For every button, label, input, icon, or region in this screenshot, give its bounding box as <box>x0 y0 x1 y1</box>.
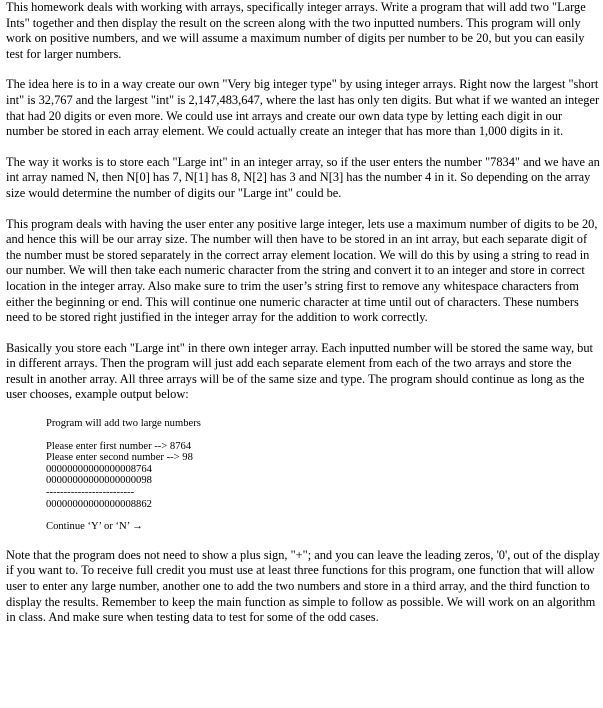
paragraph-gap <box>6 140 600 155</box>
paragraph-gap <box>6 202 600 217</box>
sample-result: 00000000000000008862 <box>46 498 152 510</box>
paragraph-gap <box>6 326 600 341</box>
sample-divider: ------------------------- <box>46 487 135 499</box>
intro-paragraph: This homework deals with working with arrays, specifically integer arrays. Write a program that will add two "Large Ints" together and then display the result on the screen along with the two inputted numbers. This program will only work on positive numbers, and we will assume a maximum number of digits per number to be 20, but you can easily test for larger numbers. <box>6 0 586 61</box>
sample-number-first: 00000000000000008764 <box>46 463 152 475</box>
sample-header: Program will add two large numbers <box>46 418 201 430</box>
paragraph-gap <box>6 403 600 418</box>
closing-paragraph: Note that the program does not need to show a plus sign, "+"; and you can leave the leading zeros, '0', out of the display if you want to. To receive full credit you must use at least three functions for this program, one function that will allow user to enter any large number, another one to add the two numbers and store in a third array, and the third function to display the results. Remember to keep the main function as simple to follow as possible. We will work on an algorithm in class. And make sure when testing data to test for some of the odd cases. <box>6 547 600 625</box>
sample-prompt-first: Please enter first number --> 8764 <box>46 440 192 452</box>
paragraph-gap <box>6 533 600 548</box>
idea-paragraph: The idea here is to in a way create our own "Very big integer type" by using integer arrays. Right now the largest "short int" is 32,767 and the largest "int" is 2,147,483,647, where the last has only ten digits. But what if we wanted an integer that had 20 digits or even more. We could use int arrays and create our own data type by letting each digit in our number be stored in each array element. We could actually create an integer that has more than 1,000 digits in it. <box>6 77 600 139</box>
sample-number-second: 00000000000000000098 <box>46 475 152 487</box>
storage-paragraph: The way it works is to store each "Large int" in an integer array, so if the user enters the number "7834" and we have an int array named N, then N[0] has 7, N[1] has 8, N[2] has 3 and N[3] has the number 4 in it. So depending on the array size would determine the number of digits our "Large int" could be. <box>6 154 600 200</box>
sample-prompt-second: Please enter second number --> 98 <box>46 452 193 464</box>
paragraph-gap <box>6 62 600 77</box>
sample-output <box>46 418 600 533</box>
sample-blank-line <box>46 510 600 521</box>
input-paragraph: This program deals with having the user enter any positive large integer, lets use a maximum number of digits to be 20, and hence this will be our array size. The number will then have to be stored in an int array, but each separate digit of the number must be stored separately in the correct array element location. We will do this by using a string to read in our number. We will then take each numeric character from the string and convert it to an integer and store in correct location in the integer array. Also make sure to trim the user’s string first to remove any whitespace characters from either the beginning or end. This will continue one numeric character at time until out of characters. These numbers need to be stored right justified in the integer array for the addition to work correctly. <box>6 216 598 325</box>
sample-blank-line <box>46 430 600 441</box>
homework-document <box>6 0 600 626</box>
sample-continue-prompt: Continue ‘Y’ or ‘N’ → <box>46 521 143 533</box>
arrays-paragraph: Basically you store each "Large int" in there own integer array. Each inputted number will be stored the same way, but in different arrays. Then the program will just add each separate element from each of the two arrays and store the result in another array. All three arrays will be of the same size and type. The program should continue as long as the user chooses, example output below: <box>6 340 594 402</box>
